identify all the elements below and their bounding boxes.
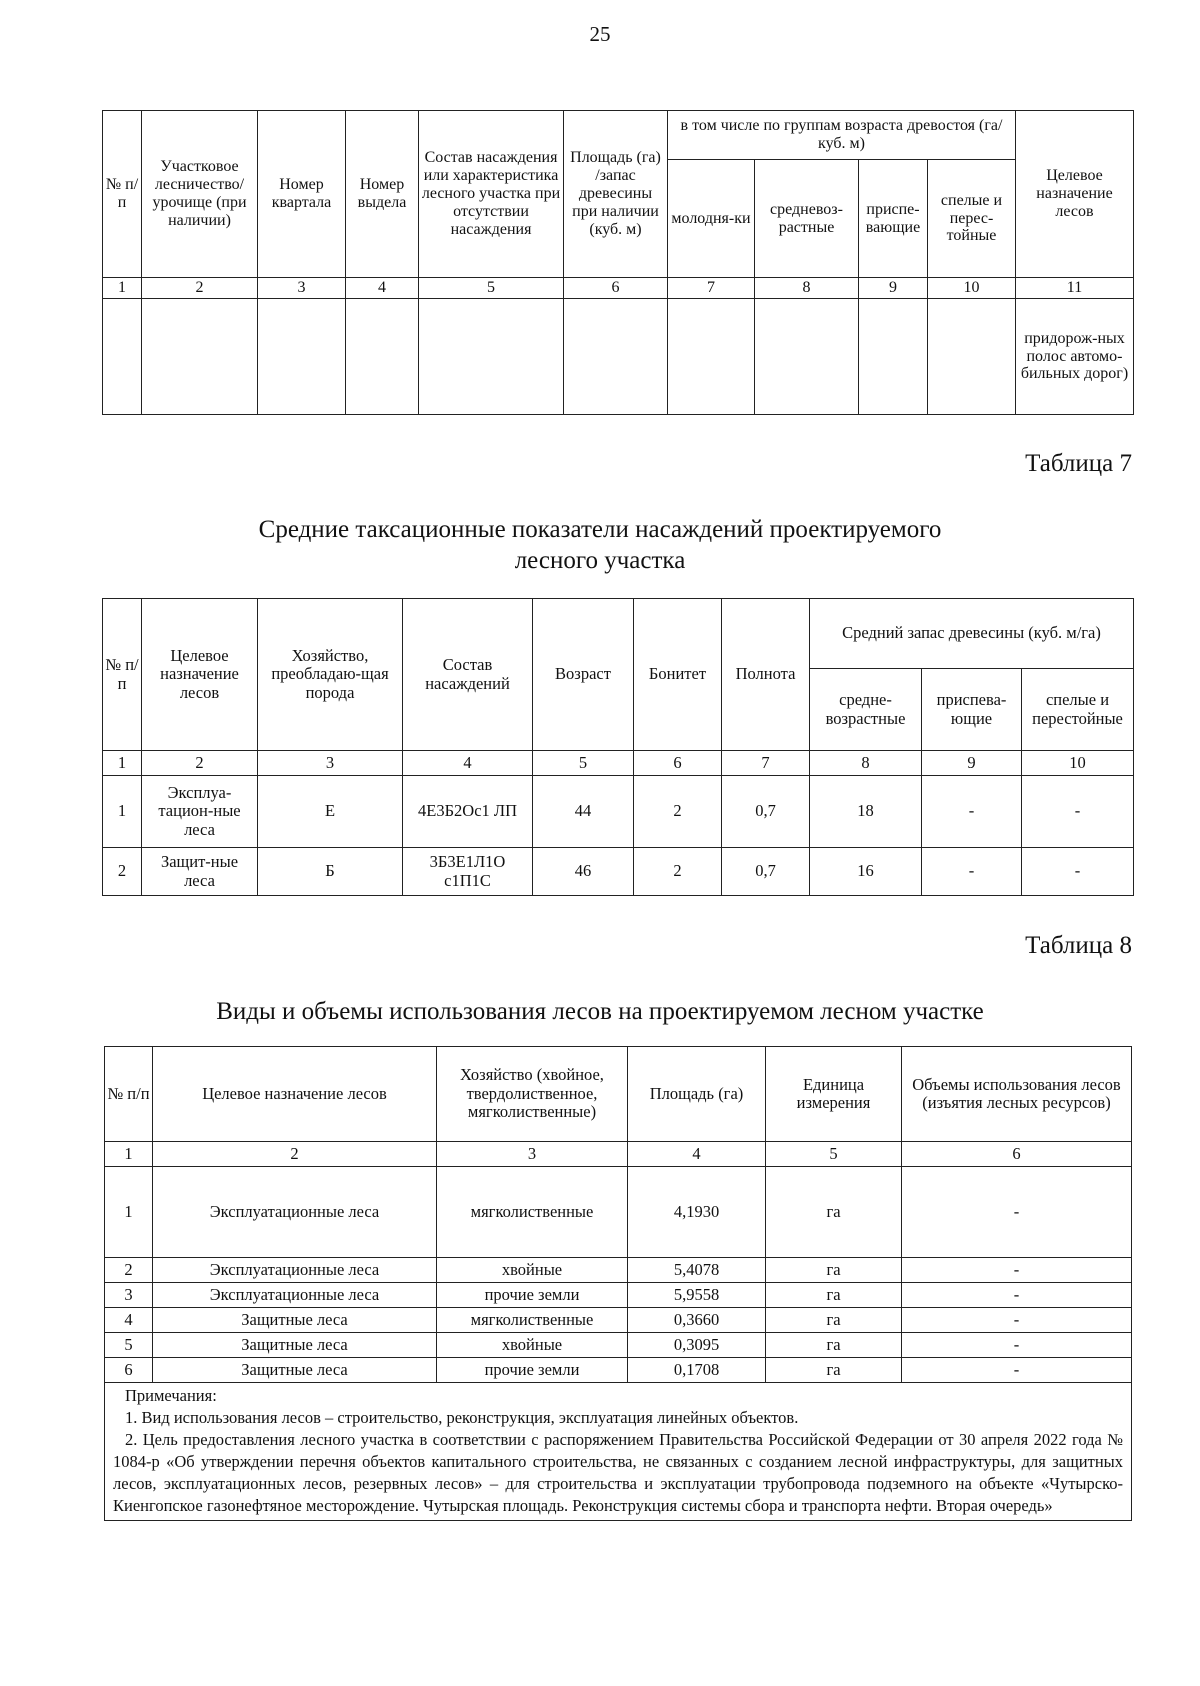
table-6-continuation — [102, 110, 1134, 415]
cell-premature: - — [922, 776, 1022, 848]
col-number: 7 — [668, 278, 755, 299]
cell-species: Б — [258, 848, 403, 896]
cell-area: 5,4078 — [628, 1258, 766, 1283]
col-number: 5 — [766, 1142, 902, 1167]
col-number: 1 — [103, 278, 142, 299]
cell-economy: прочие земли — [437, 1283, 628, 1308]
header-num: № п/п — [103, 599, 142, 751]
page-number: 25 — [589, 22, 611, 46]
col-number: 2 — [142, 278, 258, 299]
cell-economy: прочие земли — [437, 1358, 628, 1383]
cell-age: 44 — [533, 776, 634, 848]
col-number: 6 — [634, 751, 722, 776]
col-number: 6 — [564, 278, 668, 299]
col-number: 4 — [403, 751, 533, 776]
column-number-row — [103, 751, 1134, 776]
header-area: Площадь (га) /запас древесины при наличии (куб. м) — [564, 111, 668, 278]
cell-volume: - — [902, 1333, 1132, 1358]
header-purpose: Целевое назначение лесов — [153, 1047, 437, 1142]
header-num: № п/п — [105, 1047, 153, 1142]
col-number: 4 — [346, 278, 419, 299]
cell-area: 0,1708 — [628, 1358, 766, 1383]
col-number: 5 — [533, 751, 634, 776]
col-number: 2 — [153, 1142, 437, 1167]
cell-purpose: Защитные леса — [153, 1333, 437, 1358]
cell-composition: 3Б3Е1Л1О с1П1С — [403, 848, 533, 896]
header-forestry: Участковое лесничество/ урочище (при наличии) — [142, 111, 258, 278]
col-number: 1 — [103, 751, 142, 776]
header-unit: Единица измерения — [766, 1047, 902, 1142]
column-number-row — [103, 278, 1134, 299]
cell-density: 0,7 — [722, 848, 810, 896]
cell-economy: хвойные — [437, 1333, 628, 1358]
cell-volume: - — [902, 1258, 1132, 1283]
cell-unit: га — [766, 1333, 902, 1358]
cell-economy: мягколиственные — [437, 1308, 628, 1333]
cell-num: 1 — [105, 1167, 153, 1258]
cell-volume: - — [902, 1167, 1132, 1258]
header-num: № п/п — [103, 111, 142, 278]
cell-unit: га — [766, 1358, 902, 1383]
header-age-groups: в том числе по группам возраста древостоя (га/куб. м) — [668, 111, 1016, 160]
cell-unit: га — [766, 1308, 902, 1333]
header-density: Полнота — [722, 599, 810, 751]
header-premature: приспе-вающие — [859, 160, 928, 278]
cell-num: 5 — [105, 1333, 153, 1358]
col-number: 9 — [922, 751, 1022, 776]
col-number: 9 — [859, 278, 928, 299]
header-section: Номер выдела — [346, 111, 419, 278]
header-composition: Состав насаждения или характеристика лесного участка при отсутствии насаждения — [419, 111, 564, 278]
cell-premature: - — [922, 848, 1022, 896]
cell-purpose: Защитные леса — [153, 1308, 437, 1333]
cell-purpose: Защитные леса — [153, 1358, 437, 1383]
header-stock: Средний запас древесины (куб. м/га) — [810, 599, 1134, 669]
cell-area: 4,1930 — [628, 1167, 766, 1258]
col-number: 10 — [928, 278, 1016, 299]
table-row — [103, 848, 1134, 896]
cell-volume: - — [902, 1358, 1132, 1383]
col-number: 6 — [902, 1142, 1132, 1167]
col-number: 1 — [105, 1142, 153, 1167]
header-area: Площадь (га) — [628, 1047, 766, 1142]
cell-purpose: Эксплуатационные леса — [153, 1167, 437, 1258]
cell-mature: - — [1022, 848, 1134, 896]
col-number: 11 — [1016, 278, 1134, 299]
cell-purpose: Эксплуа-тацион-ные леса — [142, 776, 258, 848]
header-quarter: Номер квартала — [258, 111, 346, 278]
table-8 — [104, 1046, 1132, 1521]
cell-bonitet: 2 — [634, 776, 722, 848]
header-bonitet: Бонитет — [634, 599, 722, 751]
table-7-label: Таблица 7 — [1025, 450, 1132, 477]
purpose-cell: придорож-ных полос автомо-бильных дорог) — [1016, 299, 1134, 415]
table-8-label: Таблица 8 — [1025, 932, 1132, 959]
table-7-title: Средние таксационные показатели насаждений проектируемого лесного участка — [258, 516, 942, 575]
col-number: 4 — [628, 1142, 766, 1167]
col-number: 8 — [810, 751, 922, 776]
notes-cell — [105, 1383, 1132, 1521]
table-row — [105, 1308, 1132, 1333]
cell-num: 6 — [105, 1358, 153, 1383]
header-middle: средне-возрастные — [810, 669, 922, 751]
table-row — [105, 1258, 1132, 1283]
cell-volume: - — [902, 1283, 1132, 1308]
cell-area: 0,3660 — [628, 1308, 766, 1333]
header-young: молодня-ки — [668, 160, 755, 278]
col-number: 7 — [722, 751, 810, 776]
header-middle: средневоз-растные — [755, 160, 859, 278]
cell-num: 4 — [105, 1308, 153, 1333]
cell-density: 0,7 — [722, 776, 810, 848]
cell-unit: га — [766, 1283, 902, 1308]
notes-row — [105, 1383, 1132, 1521]
cell-area: 5,9558 — [628, 1283, 766, 1308]
col-number: 3 — [258, 751, 403, 776]
header-mature: спелые и перес-тойные — [928, 160, 1016, 278]
header-economy: Хозяйство, преобладаю-щая порода — [258, 599, 403, 751]
header-purpose: Целевое назначение лесов — [1016, 111, 1134, 278]
cell-purpose: Эксплуатационные леса — [153, 1283, 437, 1308]
header-age: Возраст — [533, 599, 634, 751]
cell-economy: мягколиственные — [437, 1167, 628, 1258]
column-number-row — [105, 1142, 1132, 1167]
cell-area: 0,3095 — [628, 1333, 766, 1358]
cell-volume: - — [902, 1308, 1132, 1333]
header-composition: Состав насаждений — [403, 599, 533, 751]
cell-middle: 18 — [810, 776, 922, 848]
col-number: 3 — [437, 1142, 628, 1167]
table-row — [105, 1167, 1132, 1258]
cell-unit: га — [766, 1258, 902, 1283]
note-2: 2. Цель предоставления лесного участка в соответствии с распоряжением Правительства Российской Федерации от 30 апреля 2022 года № 1084-р «Об утверждении перечня объектов капитального строительства, не связанных с созданием лесной инфраструктуры, для защитных лесов, эксплуатационных лесов, резервных лесов» – для строительства и эксплуатации трубопровода подземного на объекте «Чутырско-Киенгопское газонефтяное месторождение. Чутырская площадь. Реконструкция системы сбора и транспорта нефти. Вторая очередь» — [113, 1429, 1123, 1515]
header-mature: спелые и перестойные — [1022, 669, 1134, 751]
table-row — [105, 1333, 1132, 1358]
col-number: 5 — [419, 278, 564, 299]
cell-age: 46 — [533, 848, 634, 896]
cell-num: 3 — [105, 1283, 153, 1308]
cell-num: 2 — [103, 848, 142, 896]
cell-unit: га — [766, 1167, 902, 1258]
header-purpose: Целевое назначение лесов — [142, 599, 258, 751]
table-row — [103, 776, 1134, 848]
note-1: 1. Вид использования лесов – строительство, реконструкция, эксплуатация линейных объектов. — [125, 1407, 799, 1427]
table-row — [105, 1358, 1132, 1383]
col-number: 8 — [755, 278, 859, 299]
header-economy: Хозяйство (хвойное, твердолиственное, мягколиственные) — [437, 1047, 628, 1142]
cell-purpose: Эксплуатационные леса — [153, 1258, 437, 1283]
notes-header: Примечания: — [125, 1386, 217, 1405]
col-number: 10 — [1022, 751, 1134, 776]
cell-middle: 16 — [810, 848, 922, 896]
cell-purpose: Защит-ные леса — [142, 848, 258, 896]
col-number: 2 — [142, 751, 258, 776]
cell-num: 1 — [103, 776, 142, 848]
cell-composition: 4Е3Б2Ос1 ЛП — [403, 776, 533, 848]
cell-num: 2 — [105, 1258, 153, 1283]
cell-mature: - — [1022, 776, 1134, 848]
header-volume: Объемы использования лесов (изъятия лесных ресурсов) — [902, 1047, 1132, 1142]
col-number: 3 — [258, 278, 346, 299]
cell-economy: хвойные — [437, 1258, 628, 1283]
table-row — [103, 299, 1134, 415]
table-8-title: Виды и объемы использования лесов на проектируемом лесном участке — [216, 998, 984, 1025]
cell-bonitet: 2 — [634, 848, 722, 896]
cell-species: Е — [258, 776, 403, 848]
table-row — [105, 1283, 1132, 1308]
table-7 — [102, 598, 1134, 896]
header-premature: приспева-ющие — [922, 669, 1022, 751]
